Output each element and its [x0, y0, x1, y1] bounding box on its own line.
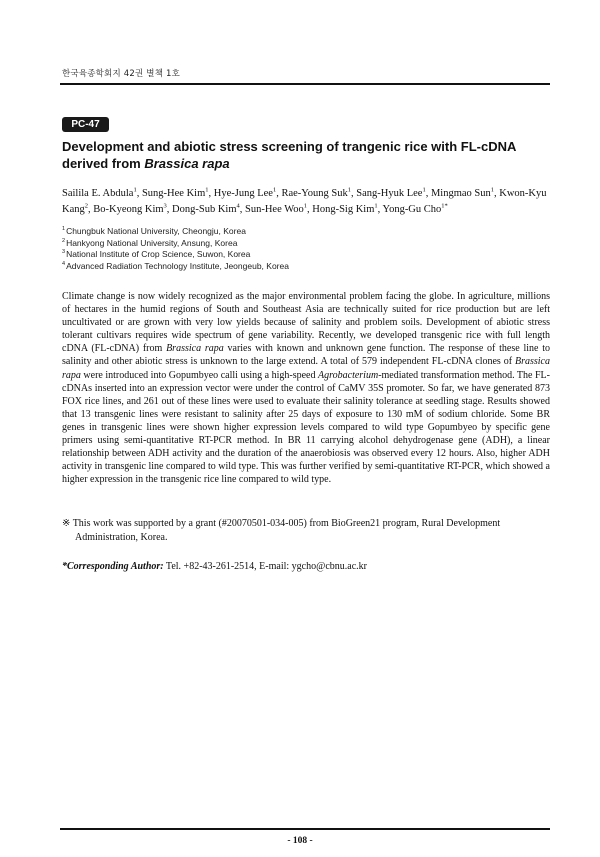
author-entry	[383, 204, 448, 215]
author-entry	[62, 188, 142, 199]
author-affiliation-mark: 1	[347, 186, 352, 194]
affiliation-text: National Institute of Crop Science, Suwon, Korea	[66, 249, 251, 259]
author-name: Hong-Sig Kim	[312, 203, 375, 215]
author-name: Yong-Gu Cho	[382, 203, 442, 215]
affiliation-number: 3	[62, 249, 66, 256]
author-affiliation-mark: 1	[490, 186, 495, 194]
author-separator: ,	[166, 203, 173, 215]
affiliation-text: Chungbuk National University, Cheongju, Korea	[66, 226, 246, 236]
poster-id-badge: PC-47	[62, 117, 109, 132]
corresponding-contact: Tel. +82-43-261-2514, E-mail: ygcho@cbnu.ac.kr	[163, 561, 367, 572]
author-name: Bo-Kyeong Kim	[93, 203, 164, 215]
author-separator: ,	[425, 188, 431, 199]
affiliation-item	[62, 261, 550, 273]
author-entry	[245, 204, 312, 215]
affiliation-text: Hankyong National University, Ansung, Korea	[66, 237, 238, 248]
author-entry	[214, 188, 282, 199]
affiliation-list	[62, 226, 550, 272]
author-separator: ,	[239, 203, 246, 215]
author-separator: ,	[208, 188, 214, 199]
author-separator: ,	[88, 203, 94, 215]
funding-line-1: ※ This work was supported by a grant (#20070501-034-005) from BioGreen21 program, Rural Development	[62, 518, 501, 529]
author-name: Sang-Hyuk Lee	[356, 188, 423, 199]
funding-line-2: Administration, Korea.	[75, 531, 168, 543]
footer-rule	[60, 828, 550, 830]
author-name: Sun-Hee Woo	[245, 203, 304, 215]
affiliation-number: 1	[62, 226, 66, 233]
author-name: Mingmao Sun	[430, 188, 491, 199]
affiliation-item	[62, 238, 550, 250]
abstract-species-1: Brassica rapa	[166, 343, 224, 355]
author-name: Dong-Sub Kim	[172, 203, 237, 215]
header-rule	[60, 83, 550, 85]
affiliation-number: 4	[62, 260, 66, 267]
affiliation-number: 2	[62, 237, 66, 244]
author-entry	[93, 204, 172, 215]
author-separator: ,	[377, 203, 383, 215]
author-affiliation-mark: 1	[133, 186, 137, 194]
author-affiliation-mark: 3	[163, 202, 167, 209]
author-affiliation-mark: 1	[422, 186, 426, 194]
affiliation-item	[62, 249, 550, 261]
abstract-genus: Agrobacterium	[318, 369, 379, 381]
abstract-text-4: -mediated transformation method. The FL-cDNAs inserted into an expression vector were under the control of CaMV 35S promoter. So far, we have generated 873 FOX rice lines, and 261 out of these lines were used to evaluate their salinity tolerance at seedling stage. Results showed that 13 transgenic lines were resistant to salinity after 25 days of exposure to 130 mM of sodium chloride. Some BR genes in transgenic lines were shown higher expression levels compared to wild type Gopumbyeo by specific gene primers using semi-quantitative RT-PCR method. In BR 11 carrying alcohol dehydrogenase gene (ADH), a linear relationship between ADH activity and the duration of the anaerobiosis was observed every 12 hours. Also, higher ADH activity in transgenic line compared to wild type. This was further verified by semi-quantitative RT-PCR, which showed a higher expression in the transgenic rice line compared to wild type.	[62, 369, 550, 486]
author-name: Sung-Hee Kim	[141, 188, 206, 199]
abstract-body	[62, 290, 550, 486]
affiliation-item	[62, 226, 550, 238]
author-entry	[142, 188, 214, 199]
abstract-text-3: were introduced into Gopumbyeo calli using a high-speed	[80, 369, 318, 381]
author-entry	[172, 204, 245, 215]
author-entry	[356, 188, 431, 199]
author-separator: ,	[136, 188, 142, 199]
author-name: Sailila E. Abdula	[62, 188, 134, 199]
author-affiliation-mark: 4	[236, 202, 240, 209]
author-affiliation-mark: 1	[205, 186, 209, 194]
author-affiliation-mark: 2	[84, 202, 88, 209]
author-separator: ,	[307, 203, 313, 215]
author-name: Hye-Jung Lee	[213, 188, 273, 199]
author-list	[62, 186, 550, 217]
author-separator: ,	[494, 188, 500, 199]
author-affiliation-mark: 1	[374, 202, 378, 209]
author-entry	[312, 204, 382, 215]
author-name: Kwon-Kyu Kang	[62, 188, 547, 215]
author-name: Rae-Young Suk	[281, 188, 348, 199]
paper-title	[62, 138, 550, 172]
funding-note	[62, 517, 550, 544]
author-separator: ,	[276, 188, 282, 199]
author-affiliation-mark: 1*	[441, 202, 448, 209]
author-separator: ,	[351, 188, 357, 199]
paper-title-species: Brassica rapa	[144, 156, 230, 171]
corresponding-label: *Corresponding Author:	[62, 561, 164, 572]
page-number: - 108 -	[287, 836, 313, 846]
author-affiliation-mark: 1	[272, 186, 277, 194]
corresponding-author	[62, 560, 550, 573]
abstract-species-2: Brassica rapa	[62, 356, 550, 381]
affiliation-text: Advanced Radiation Technology Institute, Jeongeub, Korea	[66, 260, 289, 271]
abstract-text-1: Climate change is now widely recognized as the major environmental problem facing the globe. In agriculture, millions of hectares in the humid regions of South and Southeast Asia are technically suited for rice production but are left uncultivated or are grown with very low yields because of salinity and problem soils. Development of abiotic stress tolerant cultivars requires wide spectrum of gene variability. Recently, we developed transgenic rice with full length cDNA (FL-cDNA) from	[62, 291, 550, 355]
paper-title-main: Development and abiotic stress screening of trangenic rice with FL-cDNA derived from	[62, 139, 516, 171]
author-affiliation-mark: 1	[303, 202, 308, 209]
author-entry	[281, 188, 356, 199]
abstract-text-2: varies with known and unknown gene function. The response of these line to salinity and other abiotic stress is unknown to the large extend. A total of 579 independent FL-cDNA clones of	[62, 343, 550, 368]
journal-header: 한국육종학회지 42권 별책 1호	[62, 69, 181, 79]
author-entry	[431, 188, 499, 199]
